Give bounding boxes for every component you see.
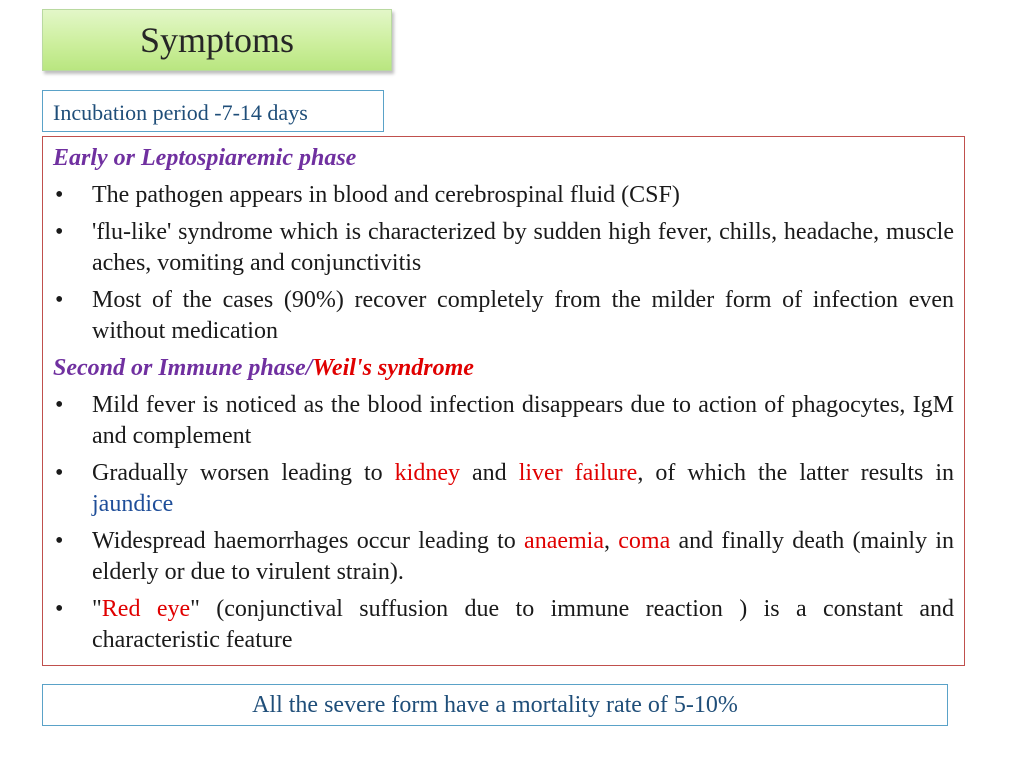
- bullet-text: Mild fever is noticed as the blood infection disappears due to action of phagocytes, IgM and complement: [92, 392, 954, 449]
- liver-failure-highlight: liver failure: [518, 460, 638, 486]
- list-item: [53, 594, 954, 656]
- list-item: [53, 180, 954, 211]
- mortality-rate-text: All the severe form have a mortality rate of 5-10%: [252, 691, 738, 718]
- bullet-text: 'flu-like' syndrome which is characterized by sudden high fever, chills, headache, muscle aches, vomiting and conjunctivitis: [92, 219, 954, 276]
- slide-title: Symptoms: [139, 20, 295, 60]
- coma-highlight: coma: [618, 528, 671, 554]
- list-item: [53, 458, 954, 520]
- bullet-text: , of which the latter results in: [637, 460, 955, 486]
- bullet-text: and finally death (mainly in elderly or due to virulent strain).: [92, 528, 955, 585]
- second-phase-list: [53, 390, 954, 656]
- list-item: [53, 285, 954, 347]
- red-eye-highlight: Red eye: [101, 596, 191, 622]
- bullet-icon: •: [55, 392, 64, 418]
- early-phase-heading: Early or Leptospiaremic phase: [53, 145, 357, 171]
- bullet-icon: •: [55, 460, 64, 486]
- list-item: [53, 526, 954, 588]
- second-phase-heading: [53, 353, 954, 384]
- bullet-text: ": [92, 596, 102, 622]
- bullet-text: " (conjunctival suffusion due to immune reaction ) is a constant and characteristic feature: [92, 596, 954, 653]
- mortality-rate-box: [42, 684, 948, 726]
- bullet-icon: •: [55, 596, 64, 622]
- incubation-period-box: [42, 90, 384, 132]
- bullet-text: Most of the cases (90%) recover completely from the milder form of infection even without medication: [92, 287, 954, 344]
- list-item: [53, 217, 954, 279]
- incubation-period-text: Incubation period -7-14 days: [53, 100, 308, 125]
- title-box: [42, 9, 392, 71]
- weils-syndrome-label: Weil's syndrome: [312, 355, 474, 381]
- bullet-text: Gradually worsen leading to: [92, 460, 395, 486]
- bullet-text: Widespread haemorrhages occur leading to: [92, 528, 525, 554]
- bullet-text: and: [460, 460, 519, 486]
- bullet-text: ,: [604, 528, 619, 554]
- jaundice-highlight: jaundice: [92, 491, 174, 517]
- early-phase-list: [53, 180, 954, 347]
- bullet-icon: •: [55, 182, 64, 208]
- bullet-text: The pathogen appears in blood and cerebrospinal fluid (CSF): [92, 182, 680, 208]
- kidney-highlight: kidney: [394, 460, 460, 486]
- bullet-icon: •: [55, 287, 64, 313]
- list-item: [53, 390, 954, 452]
- anaemia-highlight: anaemia: [524, 528, 604, 554]
- phases-content-box: [42, 136, 965, 666]
- bullet-icon: •: [55, 219, 64, 245]
- bullet-icon: •: [55, 528, 64, 554]
- second-phase-heading-main: Second or Immune phase/: [53, 355, 313, 381]
